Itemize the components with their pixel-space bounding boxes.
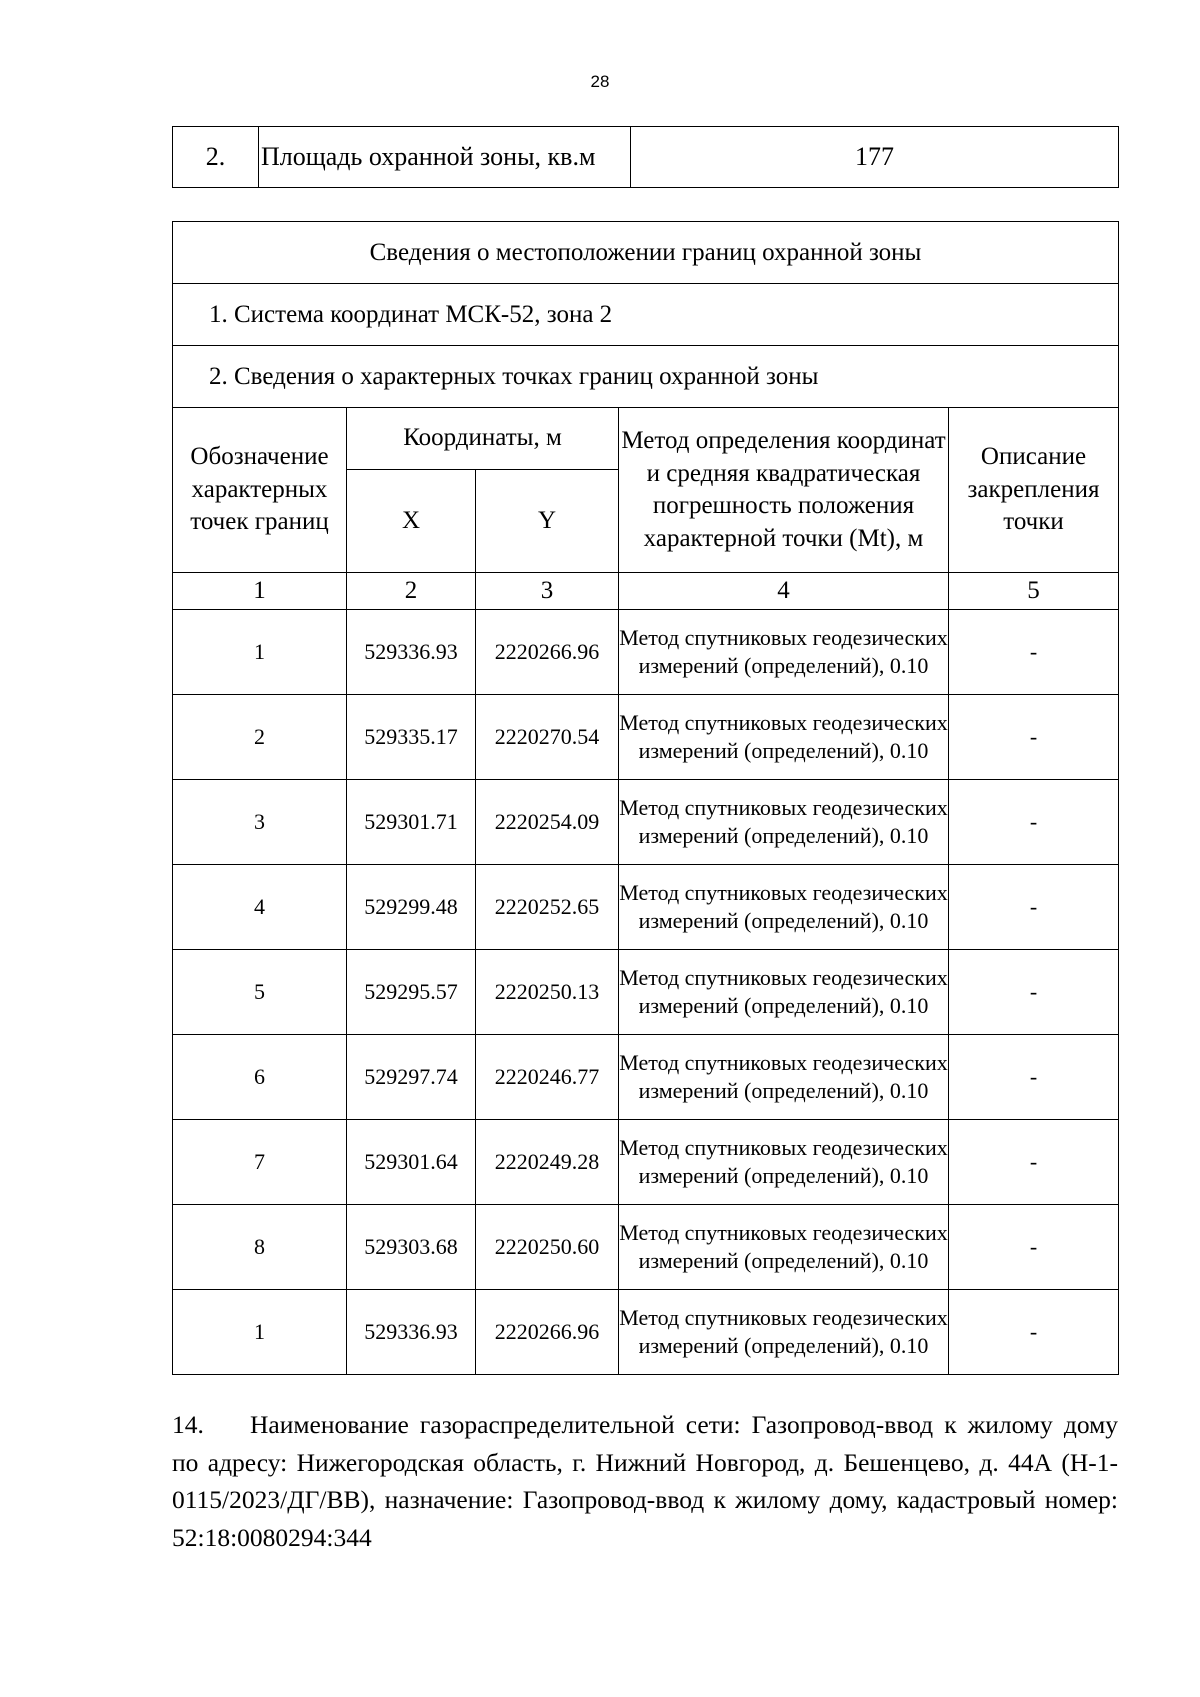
header-x: X [347, 470, 476, 573]
table-row [173, 1205, 1119, 1290]
protected-zone-area-table [172, 126, 1119, 188]
point-number: 2 [173, 695, 347, 780]
point-y: 2220250.13 [476, 950, 619, 1035]
area-row [173, 127, 1119, 188]
table-row [173, 865, 1119, 950]
point-y: 2220254.09 [476, 780, 619, 865]
point-method: Метод спутниковых геодезических измерений (определений), 0.10 [619, 950, 949, 1035]
point-description: - [949, 1205, 1119, 1290]
page-number: 28 [590, 72, 610, 91]
point-x: 529303.68 [347, 1205, 476, 1290]
point-number: 5 [173, 950, 347, 1035]
point-number: 3 [173, 780, 347, 865]
point-x: 529301.71 [347, 780, 476, 865]
point-method: Метод спутниковых геодезических измерений (определений), 0.10 [619, 1290, 949, 1375]
point-x: 529335.17 [347, 695, 476, 780]
point-description: - [949, 1290, 1119, 1375]
boundary-coordinates-table [172, 221, 1119, 1375]
points-title: 2. Сведения о характерных точках границ охранной зоны [173, 346, 1119, 408]
header-description: Описание закрепления точки [949, 408, 1119, 573]
point-x: 529301.64 [347, 1120, 476, 1205]
point-method: Метод спутниковых геодезических измерений (определений), 0.10 [619, 1120, 949, 1205]
point-number: 8 [173, 1205, 347, 1290]
area-label: Площадь охранной зоны, кв.м [259, 127, 631, 188]
header-method: Метод определения координат и средняя квадратическая погрешность положения характерной точки (Mt), м [619, 408, 949, 573]
table-row [173, 695, 1119, 780]
column-number: 4 [619, 573, 949, 610]
table-row [173, 1120, 1119, 1205]
column-number: 5 [949, 573, 1119, 610]
column-number: 2 [347, 573, 476, 610]
point-y: 2220249.28 [476, 1120, 619, 1205]
point-method: Метод спутниковых геодезических измерений (определений), 0.10 [619, 1205, 949, 1290]
header-coordinates: Координаты, м [347, 408, 619, 470]
point-method: Метод спутниковых геодезических измерений (определений), 0.10 [619, 865, 949, 950]
section-title-row [173, 222, 1119, 284]
paragraph-text: Наименование газораспределительной сети: Газопровод-ввод к жилому дому по адресу: Нижегородская область, г. Нижний Новгород, д. Бешенцево, д. 44А (Н-1-0115/2023/ДГ/ВВ), назначение: Газопровод-ввод к жилому дому, кадастровый номер: 52:18:0080294:344 [172, 1410, 1118, 1553]
point-x: 529299.48 [347, 865, 476, 950]
point-description: - [949, 865, 1119, 950]
point-x: 529336.93 [347, 610, 476, 695]
point-description: - [949, 1120, 1119, 1205]
point-method: Метод спутниковых геодезических измерений (определений), 0.10 [619, 1035, 949, 1120]
point-method: Метод спутниковых геодезических измерений (определений), 0.10 [619, 695, 949, 780]
gas-network-paragraph [172, 1406, 1118, 1557]
header-row-1 [173, 408, 1119, 470]
section-title: Сведения о местоположении границ охранной зоны [173, 222, 1119, 284]
table-row [173, 780, 1119, 865]
point-description: - [949, 1035, 1119, 1120]
table-row [173, 610, 1119, 695]
paragraph-number: 14. [172, 1410, 204, 1439]
points-title-row [173, 346, 1119, 408]
table-row [173, 1290, 1119, 1375]
point-y: 2220246.77 [476, 1035, 619, 1120]
point-number: 1 [173, 610, 347, 695]
column-numbers-row [173, 573, 1119, 610]
table-row [173, 1035, 1119, 1120]
point-x: 529297.74 [347, 1035, 476, 1120]
column-number: 3 [476, 573, 619, 610]
point-y: 2220266.96 [476, 1290, 619, 1375]
header-y: Y [476, 470, 619, 573]
point-description: - [949, 610, 1119, 695]
column-number: 1 [173, 573, 347, 610]
point-x: 529336.93 [347, 1290, 476, 1375]
point-method: Метод спутниковых геодезических измерений (определений), 0.10 [619, 610, 949, 695]
coord-system-row [173, 284, 1119, 346]
point-description: - [949, 695, 1119, 780]
area-value: 177 [631, 127, 1119, 188]
point-y: 2220250.60 [476, 1205, 619, 1290]
point-number: 4 [173, 865, 347, 950]
point-description: - [949, 780, 1119, 865]
table-row [173, 950, 1119, 1035]
point-x: 529295.57 [347, 950, 476, 1035]
area-row-number: 2. [173, 127, 259, 188]
point-number: 7 [173, 1120, 347, 1205]
header-designation: Обозначение характерных точек границ [173, 408, 347, 573]
coord-system: 1. Система координат МСК-52, зона 2 [173, 284, 1119, 346]
point-number: 1 [173, 1290, 347, 1375]
point-y: 2220252.65 [476, 865, 619, 950]
point-method: Метод спутниковых геодезических измерений (определений), 0.10 [619, 780, 949, 865]
point-number: 6 [173, 1035, 347, 1120]
point-y: 2220270.54 [476, 695, 619, 780]
point-description: - [949, 950, 1119, 1035]
point-y: 2220266.96 [476, 610, 619, 695]
